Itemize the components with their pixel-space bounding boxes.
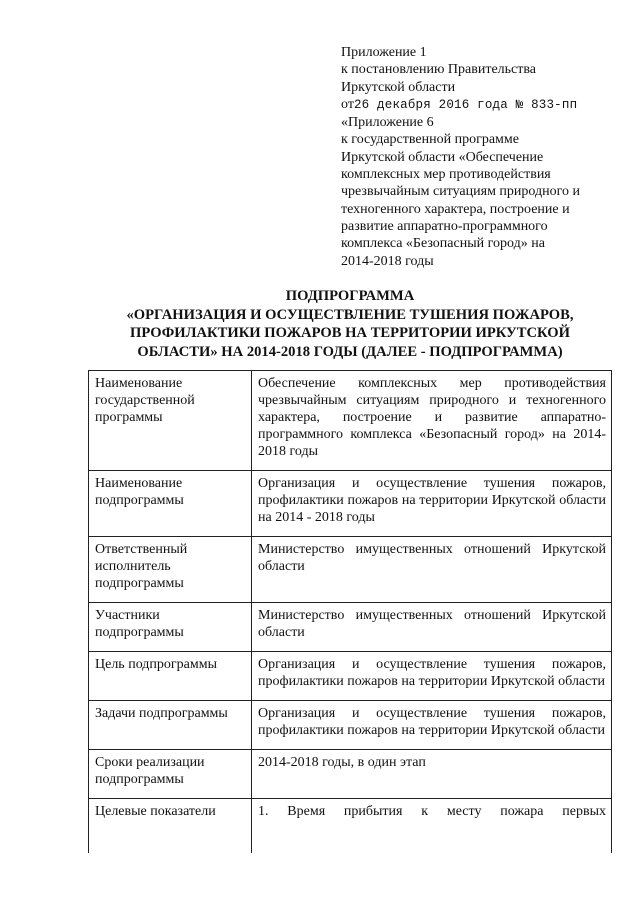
indicator-first-line — [258, 803, 606, 820]
table-row — [89, 537, 612, 603]
sub-annex-line: к государственной программе — [341, 132, 519, 148]
indicator-word: пожара — [500, 804, 544, 819]
sub-annex-line: комплексных мер противодействия — [341, 167, 551, 183]
subprogram-passport-table — [88, 370, 612, 853]
indicator-word: месту — [446, 804, 482, 819]
row-value: Министерство имущественных отношений Иркутской области — [252, 603, 612, 652]
sub-annex-line: развитие аппаратно-программного — [341, 218, 548, 234]
table-row — [89, 652, 612, 701]
annex-date-typed: 26 декабря 2016 года № 833-пп — [353, 97, 578, 112]
annex-region-line: Иркутской области — [341, 79, 456, 95]
table-row — [89, 799, 612, 854]
heading-line: ПОДПРОГРАММА — [285, 288, 415, 304]
annex-title: Приложение 1 — [341, 45, 427, 60]
sub-annex-line: Иркутской области «Обеспечение — [341, 149, 544, 165]
heading-line: ОБЛАСТИ» НА 2014-2018 ГОДЫ (ДАЛЕЕ - ПОДПРОГРАММА) — [137, 343, 563, 360]
sub-annex-line: чрезвычайным ситуациям природного и — [341, 184, 581, 200]
row-label: Целевые показатели — [89, 799, 252, 854]
indicator-word: Время — [287, 804, 326, 819]
row-label: Наименование государственной программы — [89, 371, 252, 471]
row-value — [252, 799, 612, 854]
row-value: Обеспечение комплексных мер противодействия чрезвычайным ситуациям природного и техногенного характера, построение и развитие аппаратно-программного комплекса «Безопасный город» на 2014-2018 годы — [252, 371, 612, 471]
row-label: Ответственный исполнитель подпрограммы — [89, 537, 252, 603]
row-label: Наименование подпрограммы — [89, 471, 252, 537]
sub-annex-line: техногенного характера, построение и — [341, 201, 570, 217]
indicator-word: прибытия — [343, 804, 403, 819]
row-label: Сроки реализации подпрограммы — [89, 750, 252, 799]
indicator-word: первых — [562, 804, 606, 819]
annex-date-prefix: от — [341, 96, 354, 112]
sub-annex-line: комплекса «Безопасный город» на — [341, 236, 545, 252]
row-value: Министерство имущественных отношений Иркутской области — [252, 537, 612, 603]
table-row — [89, 371, 612, 471]
row-label: Задачи подпрограммы — [89, 701, 252, 750]
row-value: Организация и осуществление тушения пожаров, профилактики пожаров на территории Иркутской области — [252, 701, 612, 750]
table-row — [89, 603, 612, 652]
heading-line: «ОРГАНИЗАЦИЯ И ОСУЩЕСТВЛЕНИЕ ТУШЕНИЯ ПОЖАРОВ, — [126, 306, 574, 323]
table-row — [89, 701, 612, 750]
table-row — [89, 471, 612, 537]
annex-block — [341, 44, 616, 270]
annex-date-line — [341, 96, 616, 114]
indicator-word: к — [421, 804, 429, 819]
annex-ref-line: к постановлению Правительства — [341, 62, 537, 78]
subprogram-heading — [90, 287, 610, 361]
row-label: Участники подпрограммы — [89, 603, 252, 652]
sub-annex-title: «Приложение 6 — [341, 115, 434, 131]
heading-line: ПРОФИЛАКТИКИ ПОЖАРОВ НА ТЕРРИТОРИИ ИРКУТСКОЙ — [130, 325, 570, 342]
sub-annex-line: 2014-2018 годы — [341, 253, 434, 269]
row-value: Организация и осуществление тушения пожаров, профилактики пожаров на территории Иркутской области — [252, 652, 612, 701]
indicator-word: 1. — [258, 804, 269, 819]
row-label: Цель подпрограммы — [89, 652, 252, 701]
row-value: 2014-2018 годы, в один этап — [252, 750, 612, 799]
table-row — [89, 750, 612, 799]
row-value: Организация и осуществление тушения пожаров, профилактики пожаров на территории Иркутской области на 2014 - 2018 годы — [252, 471, 612, 537]
